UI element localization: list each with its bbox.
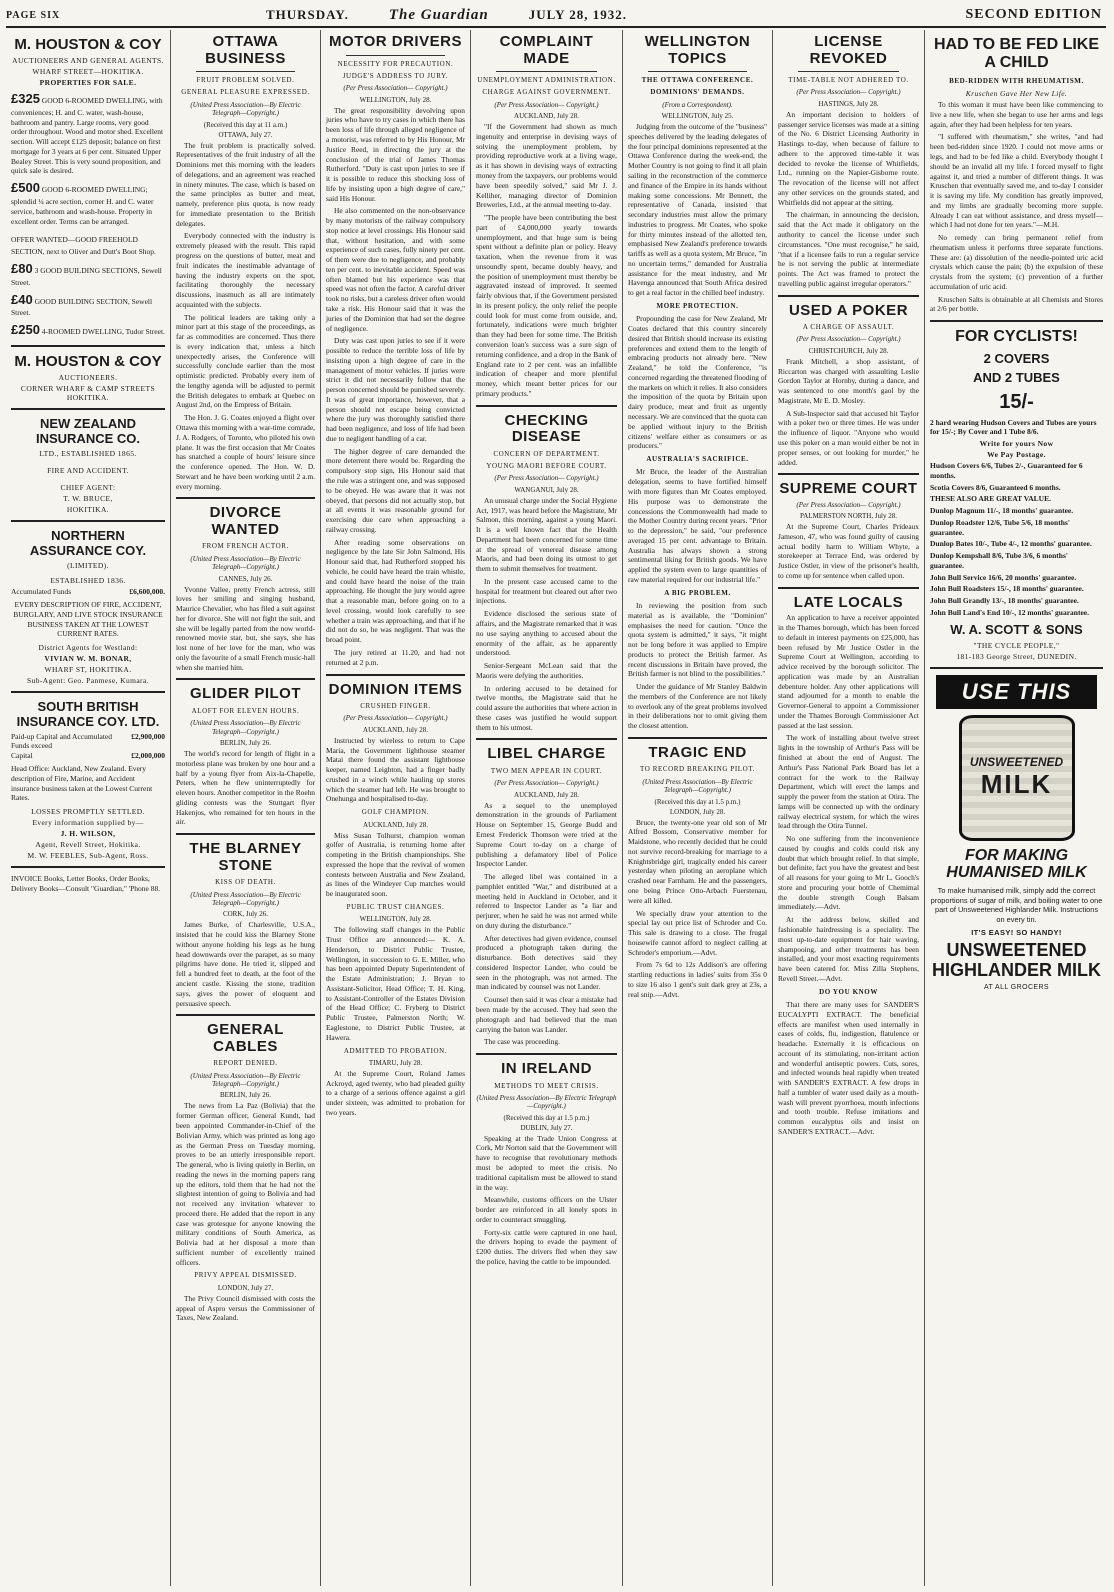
headline-ottawa-business: OTTAWA BUSINESS xyxy=(205,33,286,67)
sbi-office: Head Office: Auckland, New Zealand. Every description of Fire, Marine, and Accident insurance business taken at the Lowest Current Rates. xyxy=(11,764,153,803)
sbi-capital2-value: £2,000,000 xyxy=(131,751,165,761)
credit-line: (Per Press Association— Copyright.) xyxy=(796,88,901,97)
paragraph: To this woman it must have been like commencing to live a new life, when she began to use her arms and legs again, after they had been helpless for ten years. xyxy=(930,100,1103,129)
property-listing xyxy=(11,230,165,257)
property-price: £500 xyxy=(11,180,40,196)
paragraph: Kruschen Salts is obtainable at all Chemists and Stores at 2/6 per bottle. xyxy=(930,294,1103,314)
paragraph: Evidence disclosed the serious state of affairs, and the Magistrate remarked that it was no use saying anything to accused about the enormity of the affair, as he apparently understood. xyxy=(476,609,617,658)
headline-glider-pilot: GLIDER PILOT xyxy=(190,685,301,703)
paragraph: Mr Bruce, the leader of the Australian delegation, seems to have fortified himself with more figures than Mr Coates employed. His purpose was to demonstrate the concessions the Commonwealth had made to the Mother Country during recent years. "Prior to the depression," he said, "our preference averaged 15 per cent. advantage to Britain. Australia has always shown a strong sentimental liking for British goods. We have applied the system even to large quantities of raw material required for our industrial life." xyxy=(628,467,767,584)
sbi-info: Every information supplied by— xyxy=(32,818,144,828)
dateline: CHRISTCHURCH, July 28. xyxy=(808,346,889,355)
subhead: GOLF CHAMPION. xyxy=(361,808,430,817)
scott-firm-name: W. A. SCOTT & SONS xyxy=(950,621,1083,637)
dateline: HASTINGS, July 28. xyxy=(818,99,879,108)
dateline: BERLIN, July 26. xyxy=(220,1091,271,1100)
subhead: PRIVY APPEAL DISMISSED. xyxy=(194,1271,297,1280)
paragraph: The great responsibility devolving upon juries who have to try cases in which there has been loss of life through alleged negligence of a motorist, was referred to by His Honour, Mr Justice Reed, in directing the jury at the conclusion of the trial of James Thomas Rutherford. "Duty is cast upon juries to see if it is possible to reduce this shocking loss of life by insisting upon a high degree of care," said His Honour. xyxy=(326,105,465,203)
divider xyxy=(176,678,315,680)
divider xyxy=(778,473,919,475)
houston2-ad-address: CORNER WHARF & CAMP STREETS HOKITIKA. xyxy=(20,384,156,403)
nz-insurance-established: LTD., ESTABLISHED 1865. xyxy=(39,449,137,459)
paragraph: No remedy can bring permanent relief from rheumatism unless it performs three separate functions. These are: (a) dissolution of the needle-pointed uric acid crystals which cause the pain; (b) the expulsion of these crystals from the system; (c) prevention of a further accumulation of uric acid. xyxy=(930,233,1103,291)
northern-funds-value: £6,600,000. xyxy=(129,587,165,597)
sbi-capital-row xyxy=(11,732,165,750)
divider xyxy=(326,674,465,676)
subhead: JUDGE'S ADDRESS TO JURY. xyxy=(342,71,449,80)
headline-in-ireland: IN IRELAND xyxy=(501,1060,592,1078)
milk-ad-easy: IT'S EASY! SO HANDY! xyxy=(971,927,1062,937)
divider xyxy=(476,405,617,407)
paragraph: The case was proceeding. xyxy=(484,1037,560,1047)
sbi-capital2-row xyxy=(11,751,165,760)
subhead: REPORT DENIED. xyxy=(213,1059,278,1068)
tyre-price-line: THESE ALSO ARE GREAT VALUE. xyxy=(930,494,1051,504)
paragraph: The fruit problem is practically solved. Representatives of the fruit industry of all the Dominions met this morning with the leaders of delegations, and an agreement was reached in ninety minutes. The case, which is based on the same principles as butter and meat, namely, preference plus quota, is now ready for immediate presentation to the British delegates. xyxy=(176,140,315,228)
subhead: YOUNG MAORI BEFORE COURT. xyxy=(486,462,607,470)
headline-dominion-items: DOMINION ITEMS xyxy=(328,680,463,698)
paragraph: An important decision to holders of passenger service licenses was made at a sitting of the No. 6 District Licensing Authority in Hastings to-day, when because of failure to adhere to the approved time-table it was decided to revoke the license of Whitfields, Ltd., running on the Napier-Gisborne route. The revocation of the license will not affect any other services on the grounds stated, and Whitfields did not appear at the sitting. xyxy=(778,109,919,207)
subhead: DOMINIONS' DEMANDS. xyxy=(650,88,745,97)
sbi-subagent: M. W. FEEBLES, Sub-Agent, Ross. xyxy=(27,851,149,861)
paragraph: An application to have a receiver appointed in the Thames borough, which has been forced to default in interest payments on £25,000, has been refused by Mr Justice Ostler in the Supreme Court at Wellington, according to advice received by the borough solicitor. The application was made by an Australian debenture holder. Any other applications will stand adjourned for a month to enable the Governor-General to appoint a Commissioner under the Thames Borough Commissioner Act passed at the last session. xyxy=(778,613,919,730)
paragraph: Duty was cast upon juries to see if it were possible to reduce the terrible loss of life by insisting upon a high degree of care in the management of motor vehicles. If juries were strict it did not necessarily follow that the person concerned should be punished severely. It was of great importance, however, that a person should not escape being convicted where the jury was thoroughly satisfied there had been negligence, and loss of life had been due to negligent handling of a car. xyxy=(326,336,465,443)
divider xyxy=(778,295,919,297)
subhead: CRUSHED FINGER. xyxy=(360,702,431,711)
tyre-price-line: Dunlop Roadster 12/6, Tube 5/6, 18 months' guarantee. xyxy=(930,517,1070,537)
paragraph: After detectives had given evidence, counsel produced a photograph taken during the disturbance. Both detectives said they considered Inspector Lander, who could be seen in the photograph, was not armed. The man indicated by counsel was not Lander. xyxy=(476,933,617,992)
property-price: £325 xyxy=(11,91,40,106)
dateline: WANGANUI, July 28. xyxy=(514,485,579,494)
cyclists-ad-covers: 2 COVERS xyxy=(983,350,1050,366)
section-head: MORE PROTECTION. xyxy=(656,301,739,310)
section-head: DO YOU KNOW xyxy=(819,987,878,996)
dateline: LONDON, July 28. xyxy=(669,807,726,816)
subhead: ALOFT FOR ELEVEN HOURS. xyxy=(191,706,300,715)
property-listing xyxy=(11,292,165,319)
milk-ad-making: FOR MAKING HUMANISED MILK xyxy=(946,846,1087,882)
milk-ad-grocers: AT ALL GROCERS xyxy=(984,984,1049,992)
divider xyxy=(798,71,899,72)
paragraph: A Sub-Inspector said that accused hit Taylor with a poker two or three times. He was under the influence of liquor. "Anyone who would use this poker on a man would either be not in proper senses, or out looking for murder," he added. xyxy=(778,408,919,467)
guardian-printing-notice: INVOICE Books, Letter Books, Order Books, Delivery Books—Consult "Guardian," 'Phone 88. xyxy=(11,874,161,893)
paragraph: At the address below, skilled and fashionable hairdressing is a speciality. The most up-to-date equipment for hair waving, shampooing, and other treatments has been installed, and your most exacting requirements have been catered for. Miss Zilla Stephens, Revell Street.—Advt. xyxy=(778,915,919,983)
masthead xyxy=(6,4,1106,28)
dateline: BERLIN, July 26. xyxy=(220,739,271,748)
credit-line: (Per Press Association— Copyright.) xyxy=(796,500,901,509)
paragraph: In reviewing the position from such material as is available, the "Dominion" emphasises the need for caution. "Once the quota system is admitted," it says, "it might not be long before it was applied to Empire products to protect the British farmer. As recent discussions in Britain have proved, the British farmer is not blind to the possibilities." xyxy=(628,601,767,679)
property-price: £80 xyxy=(11,260,33,276)
cyclists-ad-description: 2 hard wearing Hudson Covers and Tubes are yours for 15/-; By Cover and 1 Tube 8/6. xyxy=(930,417,1097,437)
dateline: AUCKLAND, July 28. xyxy=(514,790,579,799)
property-listing xyxy=(11,180,165,226)
credit-line: (United Press Association—By Electric Telegraph—Copyright.) xyxy=(190,554,301,572)
milk-ad-brand: UNSWEETENED HIGHLANDER MILK xyxy=(932,939,1101,980)
column-4 xyxy=(471,30,623,1586)
highlander-milk-ad xyxy=(930,675,1103,992)
credit-line: (Per Press Association— Copyright.) xyxy=(796,335,901,344)
subhead: TWO MEN APPEAR IN COURT. xyxy=(490,766,603,775)
sbi-agent: J. H. WILSON, xyxy=(60,829,116,839)
paragraph: The political leaders are taking only a minor part at this stage of the proceedings, as far as commodities are concerned. Thus there is every indication that, unless a hitch unexpectedly arises, the Conference will successfully conclude earlier than the most optimistic predicted. Probably every item of the lengthy agenda will be adjusted to permit the British delegates to embark at Quebec on August 2nd, on the Empress of Britain. xyxy=(176,312,315,410)
property-text: 3 GOOD BUILDING SECTIONS, Sewell Street. xyxy=(11,265,162,287)
subhead: NECESSITY FOR PRECAUTION. xyxy=(337,59,454,68)
paragraph: Bruce, the twenty-one year old son of Mr Alfred Bossom, Conservative member for Maidstone, who recently decided that he could not survive record-breaking for marriage to a Knightsbridge girl, tragically ended his career yesterday when piloting an aeroplane which crashed near Farnham. He and the passengers, one being Prince Otto-Arbach Fuerstenau, were all killed. xyxy=(628,817,767,905)
headline-late-locals: LATE LOCALS xyxy=(793,593,904,611)
divider xyxy=(176,497,315,499)
headline-used-a-poker: USED A POKER xyxy=(788,301,909,319)
subhead: TO RECORD BREAKING PILOT. xyxy=(639,765,756,774)
paragraph: The alleged libel was contained in a pamphlet entitled "War," and distributed at a meeting held in Auckland in October, and it referred to Inspector Lander as "a liar and perjurer, when he said he was not armed while on duty during the disturbance." xyxy=(476,872,617,930)
credit-line: (United Press Association—By Electric Telegraph—Copyright.) xyxy=(476,1093,617,1111)
subhead: PUBLIC TRUST CHANGES. xyxy=(346,902,445,911)
headline-motor-drivers: MOTOR DRIVERS xyxy=(329,33,462,50)
northern-assurance-established: ESTABLISHED 1836. xyxy=(50,576,126,586)
properties-heading: PROPERTIES FOR SALE. xyxy=(39,78,137,87)
kruschen-ad-tagline: Kruschen Gave Her New Life. xyxy=(965,89,1068,99)
tyre-price-line: John Bull Roadsters 15/-, 18 months' guarantee. xyxy=(930,584,1084,594)
divider xyxy=(778,587,919,589)
section-head: AUSTRALIA'S SACRIFICE. xyxy=(646,455,749,464)
property-listing xyxy=(11,322,165,339)
sbi-capital-value: £2,900,000 xyxy=(131,732,165,742)
paragraph: We specially draw your attention to the special lay out price list of Schroder and Co. This sale is drawing to a close. The frugal housewife cannot afford to neglect calling at Schroder's emporium.—Advt. xyxy=(628,908,767,957)
subhead: CHARGE AGAINST GOVERNMENT. xyxy=(482,88,611,97)
subhead: A CHARGE OF ASSAULT. xyxy=(802,323,895,332)
received-line: (Received this day at 1.5 p.m.) xyxy=(654,797,741,806)
paragraph: An unusual charge under the Social Hygiene Act, 1917, was heard before the Magistrate, Mr Salmon, this morning, against a young Maori. It is a well known fact that the Health Department had been concerned for some time at the spread of venereal disease among Maoris, and had been doing its utmost to get them to submit themselves for treatment. xyxy=(476,495,617,574)
houston2-ad-role: AUCTIONEERS. xyxy=(58,373,118,383)
northern-description: EVERY DESCRIPTION OF FIRE, ACCIDENT, BURGLARY, AND LIVE STOCK INSURANCE BUSINESS TAKEN AT THE LOWEST CURRENT RATES. xyxy=(13,600,163,639)
subhead: TIME-TABLE NOT ADHERED TO. xyxy=(788,76,909,84)
cyclists-ad-price: 15/- xyxy=(999,390,1034,413)
headline-divorce-wanted: DIVORCE WANTED xyxy=(209,504,282,538)
paragraph: No one suffering from the inconvenience caused by coughs and colds could risk any doubt that which brought relief. In that simple, but definite, fact you have the greatest and best of all reasons for your going to Mr L. Gooch's store and procuring your bottle of Chemimal the double strength Cough Balsam immediately.—Advt. xyxy=(778,834,919,912)
property-listing xyxy=(11,261,165,288)
northern-agents-label: District Agents for Westland: xyxy=(38,643,138,653)
subhead: FRUIT PROBLEM SOLVED. xyxy=(196,76,295,84)
divider xyxy=(11,691,165,693)
tyre-price-line: Hudson Covers 6/6, Tubes 2/-, Guaranteed for 6 months. xyxy=(930,461,1083,480)
paragraph: At the Supreme Court, Charles Prideaux Jameson, 47, who was found guilty of causing actual bodily harm to William Whyte, a storekeeper at Terrace End, was ordered by Justice Ostler, in view of the prisoner's health, to come up for sentence when called upon. xyxy=(778,522,919,580)
dateline: PALMERSTON NORTH, July 28. xyxy=(799,512,897,521)
cyclists-ad-postage: We Pay Postage. xyxy=(987,450,1046,460)
paragraph: Instructed by wireless to return to Cape Maria, the Government lighthouse steamer Matai there found the assistant lighthouse keeper, named Leighton, had a finger badly crushed in a winch while hauling up stores which the steamer had left. He was brought to Onehunga and hospitalised to-day. xyxy=(326,735,465,804)
paragraph: The following staff changes in the Public Trust Office are announced:— K. A. Henderson, to District Public Trustee, Wellington, in succession to G. E. Miller, who has been appointed Deputy Superintendent of the Estate Administration; J. Bryan to Assistant-Solicitor, Head Office; T. H. King, to Assistant-Controller of the Estates Division of the Head Office; C. Fryberg to District Public Trustee, Palmerston North; W. Eaglestone, to District Public Trustee, at Hawera. xyxy=(326,925,465,1042)
credit-line: (United Press Association—By Electric Telegraph—Copyright.) xyxy=(190,890,301,907)
northern-funds-row xyxy=(11,587,165,596)
credit-line: (Per Press Association— Copyright.) xyxy=(494,100,599,109)
nz-insurance-type: FIRE AND ACCIDENT. xyxy=(47,466,129,476)
dateline: TIMARU, July 28. xyxy=(368,1058,423,1067)
subhead: UNEMPLOYMENT ADMINISTRATION. xyxy=(477,76,616,84)
received-line: (Received this day at 1.5 p.m.) xyxy=(503,1113,590,1122)
houston-ad-address: WHARF STREET—HOKITIKA. xyxy=(32,67,144,76)
credit-line: (United Press Association—By Electric Telegraph—Copyright.) xyxy=(190,1071,301,1089)
paragraph: Speaking at the Trade Union Congress at Cork, Mr Norton said that the Government will have to recognise that revolutionary methods must be adopted to meet the crisis. No traditional capitalism must be allowed to stand in the way. xyxy=(476,1133,617,1192)
paragraph: He also commented on the non-observance by many motorists of the railway compulsory stop notice at level crossings. His Honour said that, without hesitation, and with some experience of such cases, fully ninety per cent. of them were due to negligence, and probably ten per cent. to inevitable accident. Speed was often blamed but his experience was that speed was not often the factor. A careful driver took no risks, but a careless driver often would take a risk. His Honour said that it was the juries of the Dominion that had set the degree of negligence. xyxy=(326,206,465,333)
nz-insurance-name: NEW ZEALAND INSURANCE CO. xyxy=(35,416,140,447)
headline-checking-disease: CHECKING DISEASE xyxy=(504,411,589,446)
nz-insurance-agent-label: CHIEF AGENT: xyxy=(60,483,116,493)
divider xyxy=(496,71,597,72)
subhead: KISS OF DEATH. xyxy=(215,878,276,887)
divider xyxy=(176,1014,315,1016)
milk-tin-word: MILK xyxy=(980,769,1053,800)
dateline: AUCKLAND, July 28. xyxy=(363,820,428,829)
northern-assurance-name: NORTHERN ASSURANCE COY. xyxy=(29,528,147,559)
credit-line: (United Press Association—By Electric Telegraph—Copyright.) xyxy=(642,777,753,795)
divider xyxy=(628,737,767,739)
paragraph: The world's record for length of flight in a motorless plane was broken by one hour and a half by a young flyer from Aix-la-Chapelle, Peters, when he flew uninterruptedly for eleven hours. Another competitor in the Roehn gliding contests was the Stuttgart flyer Hakenjos, who remained for ten hours in the air. xyxy=(176,749,315,827)
northern-funds-label: Accumulated Funds xyxy=(11,587,72,597)
divider xyxy=(476,738,617,740)
cyclists-ad-tubes: AND 2 TUBES xyxy=(973,369,1060,385)
dateline: AUCKLAND, July 28. xyxy=(363,725,428,734)
paragraph: From 7s 6d to 12s Addison's are offering startling reductions in ladies' suits from 35s 0 to size 16 also 1 gent's suit dark grey at 23s, a real snip.—Advt. xyxy=(628,960,767,999)
paragraph: The higher degree of care demanded the more deterrent there would be. Regarding the compulsory stop sign, His Honour said that the rule was a stringent one, and was supposed to be obeyed. He was aware that it was not obeyed, that persons did not actually stop, but at all events it was reasonable ground for exercising due care when approaching a railway crossing. xyxy=(326,446,465,534)
sbi-capital2-label: Capital xyxy=(11,751,33,761)
northern-subagent: Sub-Agent: Geo. Panmese, Kumara. xyxy=(27,676,149,686)
column-2 xyxy=(171,30,321,1586)
subhead: GENERAL PLEASURE EXPRESSED. xyxy=(181,88,310,97)
masthead-edition: SECOND EDITION xyxy=(965,7,1102,22)
divider xyxy=(476,1053,617,1055)
paragraph: Forty-six cattle were captured in one haul, the drivers hoping to evade the payment of £200 duties. The drivers fled when they saw the police, having the cattle to be impounded. xyxy=(476,1227,617,1266)
tyre-price-line: John Bull Service 16/6, 20 months' guarantee. xyxy=(930,572,1077,582)
tyre-price-line: John Bull Land's End 10/-, 12 months' guarantee. xyxy=(930,607,1089,617)
divider xyxy=(176,833,315,835)
section-head: A BIG PROBLEM. xyxy=(664,588,731,597)
cyclists-ad-headline: FOR CYCLISTS! xyxy=(955,328,1078,346)
paragraph: Propounding the case for New Zealand, Mr Coates declared that this country sincerely desired that British should increase its existing preferences and extend them to the length of embracing products not already here. "New Zealand," he told the Conference, "is concerned regarding the threatened flooding of the markets on which it relies. It also considers the imposition of the quota by Britain upon dairy produce, meat and fruit as urgently necessary. We are convinced that the quota can be applied without injury to the British citizens' welfare either as consumers or as producers." xyxy=(628,314,767,451)
masthead-date: JULY 28, 1932. xyxy=(528,7,628,22)
paragraph: The work of installing about twelve street lights in the township of Arthur's Pass will be finished at about the end of August. The Arthur's Pass National Park Board has let a contract for the work to the Railway Department, which will erect the lamps and supply the power from the station at Otira. The lamps will be connected up with the ordinary railway electrical system, for which the wires lead through the Otira Tunnel. xyxy=(778,733,919,831)
paragraph: Counsel then said it was clear a mistake had been made by the accused. They had seen the photograph and had believed that the man carrying the baton was Lander. xyxy=(476,995,617,1034)
use-this-banner: USE THIS xyxy=(936,675,1097,709)
sbi-capital-label: Paid-up Capital and Accumulated Funds exceed xyxy=(11,732,113,751)
dateline: LONDON, July 27. xyxy=(217,1283,274,1292)
headline-license-revoked: LICENSE REVOKED xyxy=(809,33,888,67)
northern-address: WHARF ST, HOKITIKA. xyxy=(44,665,132,675)
subhead: CONCERN OF DEPARTMENT. xyxy=(493,449,600,458)
credit-line: (From a Correspondent). xyxy=(662,100,733,109)
paragraph: The Privy Council dismissed with costs the appeal of Aspro versus the Commissioner of Taxes, New Zealand. xyxy=(176,1293,315,1323)
page-number: PAGE SIX xyxy=(6,9,61,21)
scott-firm-address: 181-183 George Street, DUNEDIN. xyxy=(956,651,1077,661)
paragraph: The chairman, in announcing the decision, said that the Act made it obligatory on the authority to cancel the license under such circumstances. "One must recognise," he said, "that if a licensee fails to run a regular service he is not serving the public at intermediate points. The Act was framed to protect the travelling public against irregular operators." xyxy=(778,210,919,288)
headline-blarney-stone: THE BLARNEY STONE xyxy=(189,840,302,874)
paragraph: Under the guidance of Mr Stanley Baldwin the members of the Conference are not likely to overlook any of the great problems involved in their deliberations nor to omit giving them the closest attention. xyxy=(628,682,767,731)
property-text: 4-ROOMED DWELLING, Tudor Street. xyxy=(41,327,165,337)
northern-agent: VIVIAN W. M. BONAR, xyxy=(44,654,132,664)
paragraph: Miss Susan Tolhurst, champion woman golfer of Australia, is returning home after competing in the British championships. She expressed the hope that the revival of women contests between Australia and New Zealand, as lines of the Windeyer Cup matches would be inaugurated soon. xyxy=(326,830,465,899)
credit-line: (Per Press Association— Copyright.) xyxy=(343,714,448,723)
subhead: THE OTTAWA CONFERENCE. xyxy=(641,76,754,84)
column-5 xyxy=(623,30,773,1586)
headline-libel-charge: LIBEL CHARGE xyxy=(487,745,606,763)
column-3 xyxy=(321,30,471,1586)
paragraph: In ordering accused to be detained for twelve months, the Magistrate said that he could assure the authorities that where action in these cases was justified he would support them to his utmost. xyxy=(476,683,617,732)
houston-ad-name: M. HOUSTON & COY xyxy=(14,36,162,53)
paragraph: Judging from the outcome of the "business" speeches delivered by the leading delegates of the four principal dominions represented at the Ottawa Conference during the week-end, the Mother Country is not going to find it all plain sailing in the reconstruction of the commerce and finance of the Empire in its hands without making some concessions. Mr Bennett, the representative of Canada, insisted that secondary industries must allow the primary industries to progress. Mr Coates, who spoke for thirty minutes instead of the allotted ten, emphasised New Zealand's preference towards tariffs as well as a quota system, Mr Bruce, "in no uncertain terms," demanded for Australia assistance for the meat industry, and Mr Havenga announced that South Africa desired to get a real factor in the chilled beef industry. xyxy=(628,122,767,298)
tyre-price-line: Scotia Covers 8/6, Guaranteed 6 months. xyxy=(930,482,1061,492)
sbi-losses: LOSSES PROMPTLY SETTLED. xyxy=(31,807,145,817)
divider xyxy=(346,55,445,56)
tyre-price-line: John Bull Grandly 13/-, 18 months' guarantee. xyxy=(930,596,1079,606)
subhead: METHODS TO MEET CRISIS. xyxy=(494,1081,599,1090)
divider xyxy=(11,520,165,522)
dateline: AUCKLAND, July 28. xyxy=(514,112,579,121)
divider xyxy=(11,866,165,868)
tyre-price-line: Dunlop Kempshall 8/6, Tube 3/6, 6 months' guarantee. xyxy=(930,551,1068,570)
dateline: CORK, July 26. xyxy=(222,910,269,919)
paragraph: That there are many uses for SANDER'S EUCALYPTI EXTRACT. The beneficial effects are manifest when used internally in cases of colds, flu, indigestion, flatulence or headache. Externally it is efficacious on account of its stimulating, non-irritant action and wonderful antiseptic powers. Cuts, sores, and infected wounds heal rapidly when treated with SANDER'S EXTRACT. A few drops in half a tumbler of water used daily as a mouth-wash will prevent pyorrhoea, mouth infections and tooth trouble. Refuse imitations and common eucalyptus oils and insist on SANDER'S EXTRACT.—Advt. xyxy=(778,999,919,1136)
dateline: WELLINGTON, July 28. xyxy=(359,915,432,924)
property-text: GOOD BUILDING SECTION, Sewell Street. xyxy=(11,296,153,318)
northern-assurance-ltd: (LIMITED). xyxy=(67,561,109,571)
houston-ad-role: AUCTIONEERS AND GENERAL AGENTS. xyxy=(12,56,164,65)
divider xyxy=(930,667,1103,669)
divider xyxy=(196,71,295,72)
paragraph: The Hon. J. G. Coates enjoyed a flight over Ottawa this morning with a war-time comrade, J. A. Rodgers, of Toronto, who piloted his own plane. It was the first occasion that Mr Coates has snatched a couple of hours' leisure since the conference opened. The Hon. W. D. Stewart and he have been working until 2 a.m. every morning. xyxy=(176,413,315,491)
divider xyxy=(648,71,747,72)
received-line: (Received this day at 11 a.m.) xyxy=(203,120,288,129)
subhead: FROM FRENCH ACTOR. xyxy=(202,542,289,551)
paragraph: "The people have been contributing the best part of £4,000,000 yearly towards unemployment, and that huge sum is being spent without a definite plan or policy. Heavy taxation, when the revenue from it was unsoundly spent, became doubly heavy, and the position of unemployment must thereby be aggravated instead of improved. It seemed fairly obvious that, if the Government persisted in its present policy, the only relief the people could look for must come from outside, and, fortunately, indications were much brighter than they had been for some time. The British conversion loan's success was a sure sign of returning confidence, and a drop in the Bank of England rate to 2 per cent. was an infallible indication of cheaper and more plentiful money, which meant better prices for our primary products." xyxy=(476,213,617,398)
credit-line: (United Press Association—By Electric Telegraph—Copyright.) xyxy=(190,719,301,736)
paragraph: The jury retired at 11.20, and had not returned at 2 p.m. xyxy=(326,648,465,667)
masthead-paper-name: The Guardian xyxy=(388,6,489,23)
milk-ad-description: To make humanised milk, simply add the correct proportions of sugar of milk, and boiling water to one part of Unsweetened Highlander Milk. Instructions on every tin. xyxy=(930,885,1103,925)
paragraph: Yvonne Vallee, pretty French actress, still loves her smiling and singing husband, Maurice Chevalier, who has filed a suit against her for divorce. She will not fight the suit, and she will be legally parted from the now world-renowned movie star, but, she says, she has lost none of her love for the man, who was only the favourite of a small French music-hall when she married him. xyxy=(176,584,315,672)
column-1-ads xyxy=(6,30,171,1586)
paragraph: Meanwhile, customs officers on the Ulster border are reinforced in all lonely spots in order to counteract smuggling. xyxy=(476,1195,617,1224)
column-7-ads xyxy=(925,30,1108,1586)
paragraph: James Burke, of Charlesville, U.S.A., insisted that he could kiss the Blarney Stone without anyone holding his legs as he hung head downwards over the parapet, as so many pilgrims have done. He tried it, slipped and fell a hundred feet to death, at the foot of the ancient castle. Kissing the stone, tradition says, gives the power of eloquent and persuasive speech. xyxy=(176,920,315,1008)
property-text: GOOD 6-ROOMED DWELLING; splendid ¼ acre section, corner H. and C. water service, bathroom and wash-house. Property in excellent order. Terms can be arranged. xyxy=(11,185,154,226)
headline-tragic-end: TRAGIC END xyxy=(648,743,747,761)
sbi-agent-role: Agent, Revell Street, Hokitika. xyxy=(35,840,141,850)
dateline: DUBLIN, July 27. xyxy=(520,1123,573,1132)
credit-line: (Per Press Association— Copyright.) xyxy=(343,84,448,93)
paragraph: As a sequel to the unemployed demonstration in the grounds of Parliament House on September 15, George Budd and Ernest Frederick Thomson were tried at the Supreme Court to-day on a charge of publishing a defamatory libel of Police Inspector Lander. xyxy=(476,800,617,869)
milk-tin-brand: UNSWEETENED xyxy=(969,755,1064,770)
property-listing xyxy=(11,91,165,176)
paragraph: Senior-Sergeant McLean said that the Maoris were defying the authorities. xyxy=(476,661,617,680)
property-price: £250 xyxy=(11,322,40,338)
kruschen-ad-headline: HAD TO BE FED LIKE A CHILD xyxy=(933,36,1100,72)
paragraph: Everybody connected with the industry is extremely pleased with the result. This rapid progress on the questions of butter, meat and fruit indicates the inestimable advantage of having the industry experts on the spot, facilitating thoroughly the necessary discussions, inasmuch as all are intimately acquainted with the subjects. xyxy=(176,231,315,309)
south-british-name: SOUTH BRITISH INSURANCE COY. LTD. xyxy=(16,699,160,730)
tyre-price-line: Dunlop Bates 10/-, Tube 4/-, 12 months' guarantee. xyxy=(930,539,1092,549)
paragraph: Frank Mitchell, a shop assistant, of Riccarton was charged with assaulting Leslie Gordon Taylor at Hornby, during a dance, and was sentenced to one month's gaol by the Magistrate, Mr E. D. Mosley. xyxy=(778,356,919,405)
credit-line: (Per Press Association— Copyright.) xyxy=(494,474,599,483)
headline-supreme-court: SUPREME COURT xyxy=(779,480,918,498)
property-price: £40 xyxy=(11,291,33,307)
headline-complaint-made: COMPLAINT MADE xyxy=(499,33,594,67)
subhead: ADMITTED TO PROBATION. xyxy=(343,1046,448,1055)
paragraph: In the present case accused came to the hospital for treatment but cleared out after two injections. xyxy=(476,576,617,606)
paragraph: After reading some observations on negligence by the late Sir John Salmond, His Honour said that, had Rutherford stopped his vehicle, he could have heard the train whistle, and could have heard the noise of the train approaching. He thought the jury would agree that a reasonable man, before going on to a level crossing, would look carefully to see whether a train was approaching, and that if he did not do so, he was negligent. That was the broad point. xyxy=(326,537,465,645)
masthead-day: THURSDAY. xyxy=(266,7,349,22)
dateline: OTTAWA, July 27. xyxy=(218,130,273,139)
divider xyxy=(11,345,165,347)
scott-firm-tag: "THE CYCLE PEOPLE," xyxy=(973,640,1060,650)
paragraph: At the Supreme Court, Roland James Ackroyd, aged twenty, who had pleaded guilty to a charge of a serious offence against a girl under sixteen, was admitted to probation for two years. xyxy=(326,1068,465,1117)
dateline: WELLINGTON, July 28. xyxy=(359,95,432,104)
credit-line: (United Press Association—By Electric Telegraph—Copyright.) xyxy=(190,100,301,118)
nz-insurance-town: HOKITIKA. xyxy=(66,505,110,515)
divider xyxy=(11,408,165,410)
column-6 xyxy=(773,30,925,1586)
milk-tin-icon xyxy=(959,715,1075,841)
paragraph: "If the Government had shown as much ingenuity and enterprise in devising ways of solving the unemployment problem, by providing reproductive work at a living wage, as it has shown in devising ways of extracting money from the taxpayers, our problems would have been speedily solved," said Mr J. J. Kelliher, managing director of Dominion Breweries, Ltd., at the annual meeting to-day. xyxy=(476,122,617,210)
credit-line: (Per Press Association— Copyright.) xyxy=(494,779,599,788)
paragraph: The news from La Paz (Bolivia) that the former German officer, General Kundt, had been appointed Commander-in-Chief of the Bolivian Army, which was printed as long ago as the German Press on Tuesday morning, proves to be an utterly irresponsible report. The general, who is living quietly in Berlin, on reading the news in the morning papers rang up the editors, told them that he had not the slightest intention of going to Bolivia and had not received any invitation whatever to proceed there. He added that the report in any case was grotesque for anyone knowing the military conditions of South America, as Bolivia had at her disposal a more than sufficient number of excellently trained officers. xyxy=(176,1101,315,1267)
property-text: GOOD 6-ROOMED DWELLING, with conveniences; H. and C. water, wash-house, bathroom and pantry. Large rooms, very good order throughout. Wood and motor shed. Excellent section. Will accept £125 deposit; balance on first mortgage for 3 years at 6 per cent. Situated Upper Bealey Street. This is very sound proposition, and quick sale is desired. xyxy=(11,96,164,176)
tyre-price-line: Dunlop Magnum 11/-, 18 months' guarantee. xyxy=(930,506,1074,516)
divider xyxy=(930,320,1103,322)
headline-wellington-topics: WELLINGTON TOPICS xyxy=(644,33,751,67)
cyclists-ad-write: Write for yours Now xyxy=(979,439,1054,449)
nz-insurance-agent: T. W. BRUCE, xyxy=(63,494,113,504)
paragraph: "I suffered with rheumatism," she writes, "and had been bed-ridden since 1920. I could not move arms or legs, and had to be fed like a child. Everybody thought I should be an invalid all my life. I forced myself to fight against it, and tried a number of different things. It was Kruschen that eventually saved me, and to-day I consider it is saving my life. My condition has greatly improved, and my limbs are gradually becoming more supple. Already I can eat without assistance, and dress myself—which I had not done for ten years."—M.H. xyxy=(930,132,1103,230)
houston2-ad-name: M. HOUSTON & COY xyxy=(14,353,162,371)
headline-general-cables: GENERAL CABLES xyxy=(207,1021,284,1055)
dateline: WELLINGTON, July 25. xyxy=(661,112,734,121)
property-text: OFFER WANTED—GOOD FREEHOLD SECTION, next to Oliver and Dutt's Boot Shop. xyxy=(11,235,156,257)
kruschen-ad-subhead: BED-RIDDEN WITH RHEUMATISM. xyxy=(949,76,1084,85)
dateline: CANNES, July 26. xyxy=(218,574,273,583)
